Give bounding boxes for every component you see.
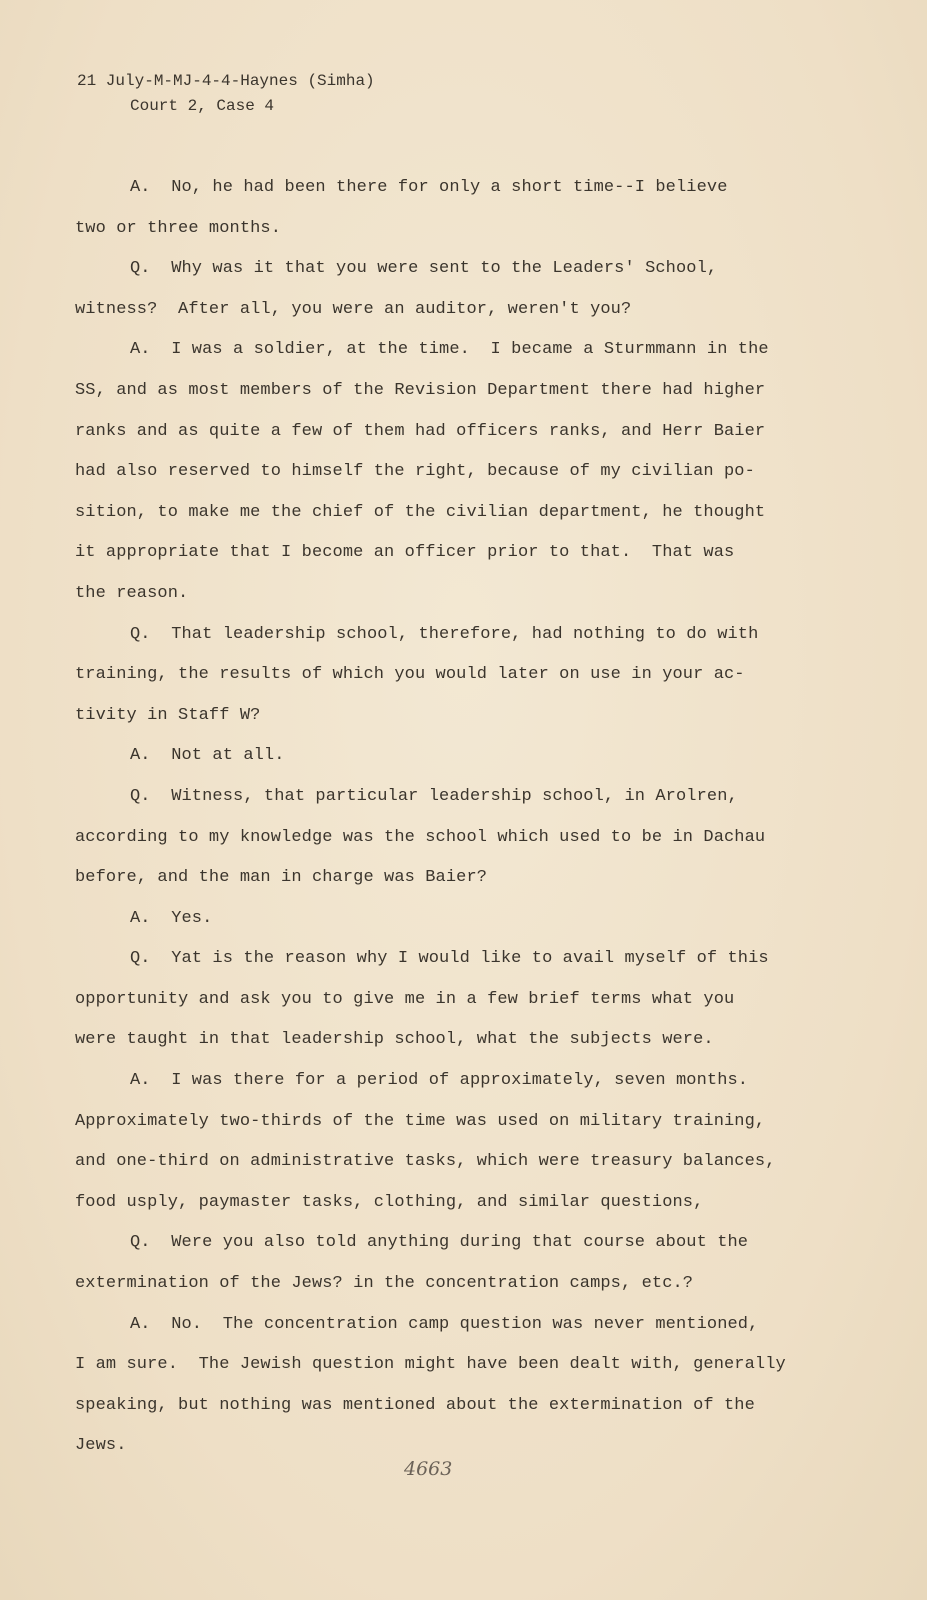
transcript-line: Q. That leadership school, therefore, had nothing to do with: [130, 624, 759, 644]
transcript-body: [75, 168, 875, 1467]
transcript-line: before, and the man in charge was Baier?: [75, 868, 488, 888]
transcript-line: witness? After all, you were an auditor, weren't you?: [75, 299, 632, 319]
transcript-line: training, the results of which you would later on use in your ac-: [75, 665, 745, 685]
transcript-line: were taught in that leadership school, what the subjects were.: [75, 1030, 714, 1050]
transcript-line: sition, to make me the chief of the civilian department, he thought: [75, 502, 766, 522]
transcript-line: opportunity and ask you to give me in a few brief terms what you: [75, 989, 735, 1009]
transcript-line: SS, and as most members of the Revision Department there had higher: [75, 380, 766, 400]
transcript-line: food usply, paymaster tasks, clothing, and similar questions,: [75, 1192, 704, 1212]
transcript-line: according to my knowledge was the school which used to be in Dachau: [75, 827, 766, 847]
transcript-line: had also reserved to himself the right, because of my civilian po-: [75, 462, 755, 482]
court-case: Court 2, Case 4: [130, 97, 275, 115]
transcript-line: A. Not at all.: [130, 746, 285, 766]
transcript-line: Q. Witness, that particular leadership school, in Arolren,: [130, 786, 738, 806]
transcript-line: speaking, but nothing was mentioned about the extermination of the: [75, 1395, 755, 1415]
transcript-line: A. Yes.: [130, 908, 213, 928]
transcript-line: and one-third on administrative tasks, which were treasury balances,: [75, 1152, 776, 1172]
transcript-line: A. I was a soldier, at the time. I became a Sturmmann in the: [130, 340, 769, 360]
transcript-line: Q. Were you also told anything during that course about the: [130, 1233, 749, 1253]
transcript-line: Q. Why was it that you were sent to the Leaders' School,: [130, 259, 718, 279]
document-reference: 21 July-M-MJ-4-4-Haynes (Simha): [77, 72, 375, 90]
transcript-line: ranks and as quite a few of them had officers ranks, and Herr Baier: [75, 421, 766, 441]
transcript-line: A. No. The concentration camp question was never mentioned,: [130, 1314, 759, 1334]
transcript-line: Approximately two-thirds of the time was used on military training,: [75, 1111, 766, 1131]
transcript-line: it appropriate that I become an officer prior to that. That was: [75, 543, 735, 563]
page-number: 4663: [404, 1458, 453, 1480]
transcript-line: two or three months.: [75, 218, 282, 238]
transcript-line: the reason.: [75, 583, 189, 603]
transcript-line: A. No, he had been there for only a short time--I believe: [130, 178, 728, 197]
transcript-line: I am sure. The Jewish question might have been dealt with, generally: [75, 1355, 786, 1375]
transcript-line: tivity in Staff W?: [75, 705, 261, 725]
transcript-line: Q. Yat is the reason why I would like to avail myself of this: [130, 949, 769, 969]
transcript-line: Jews.: [75, 1436, 127, 1456]
transcript-line: A. I was there for a period of approximately, seven months.: [130, 1071, 749, 1091]
transcript-line: extermination of the Jews? in the concentration camps, etc.?: [75, 1274, 694, 1294]
